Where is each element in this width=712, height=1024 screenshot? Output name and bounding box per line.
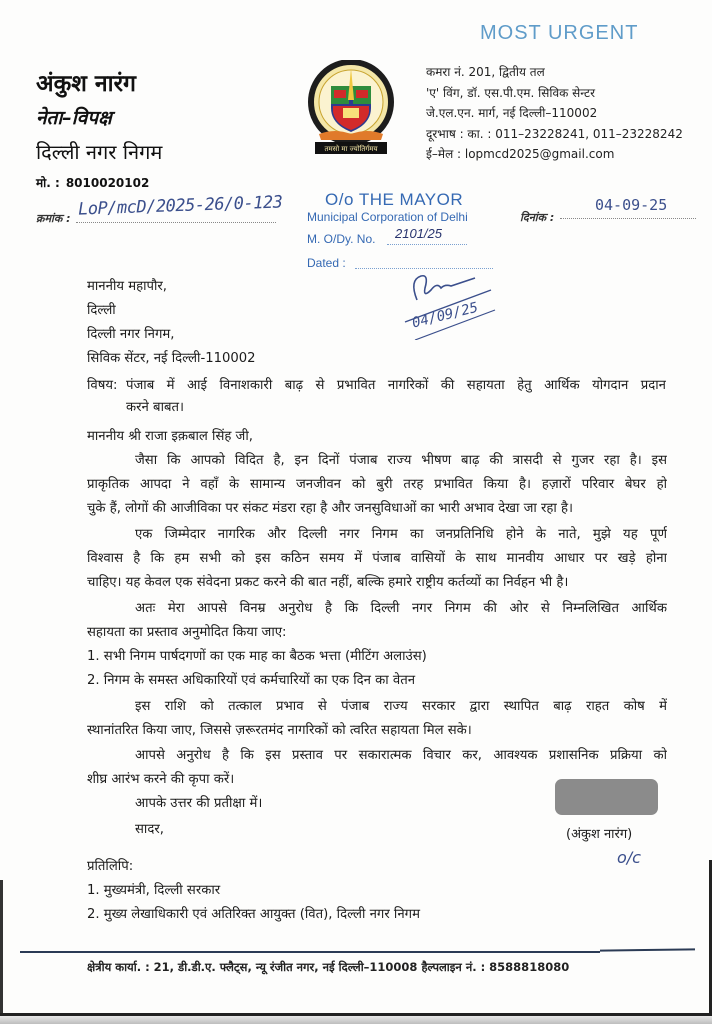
scan-background xyxy=(0,1016,712,1024)
subject-line: पंजाब में आई विनाशकारी बाढ़ से प्रभावित नागरिकों की सहायता हेतु आर्थिक योगदान प्रदान xyxy=(126,378,666,393)
email-line: ई–मेल : lopmcd2025@gmail.com xyxy=(426,147,615,161)
mcd-emblem-logo xyxy=(305,60,397,160)
subject-label: विषय: xyxy=(87,378,118,393)
addressee-line: माननीय महापौर, xyxy=(87,279,167,294)
paragraph-line: सहायता का प्रस्ताव अनुमोदित किया जाए: xyxy=(87,625,287,640)
address-line: 'ए' विंग, डॉ. एस.पी.एम. सिविक सेन्टर xyxy=(426,85,595,100)
date-label: दिनांक : xyxy=(520,211,555,224)
footer-divider xyxy=(20,951,600,953)
salutation: माननीय श्री राजा इक़बाल सिंह जी, xyxy=(87,429,253,444)
phone-line: दूरभाष : का. : 011–23228241, 011–23228242 xyxy=(426,126,683,141)
most-urgent-label: MOST URGENT xyxy=(480,22,639,44)
footer-regional-office: क्षेत्रीय कार्या. : 21, डी.डी.ए. फ्लैट्स, न्यू रंजीत नगर, नई दिल्ली–110008 हैल्पलाइन नं. : 8588818080 xyxy=(87,960,570,974)
list-item: 2. निगम के समस्त अधिकारियों एवं कर्मचारियों का एक दिन का वेतन xyxy=(87,673,416,688)
paragraph-line: शीघ्र आरंभ करने की कृपा करें। xyxy=(87,772,235,787)
stamp-dated-label: Dated : xyxy=(307,256,346,270)
stamp-dated-dots xyxy=(355,268,493,269)
handwritten-note: o/c xyxy=(617,848,641,867)
sender-role: नेता–विपक्ष xyxy=(36,107,112,129)
paragraph-line: चाहिए। यह केवल एक संवेदना प्रकट करने की बात नहीं, बल्कि हमारे राष्ट्रीय कर्तव्यों का निर्वहन भी है। xyxy=(87,575,569,590)
sender-mobile xyxy=(36,174,149,191)
redacted-signature xyxy=(555,779,658,815)
addressee-line: दिल्ली नगर निगम, xyxy=(87,327,175,342)
date-handwritten: 04-09-25 xyxy=(595,196,668,214)
subject-line: करने बाबत। xyxy=(126,400,185,415)
initials-scribble-icon xyxy=(395,270,505,340)
sender-name: अंकुश नारंग xyxy=(36,71,136,97)
list-item: 1. सभी निगम पार्षदगणों का एक माह का बैठक भत्ता (मीटिंग अलाउंस) xyxy=(87,649,427,664)
paragraph-line: चुके हैं, लोगों की आजीविका पर संकट मंडरा रहा है और जनसुविधाओं का भारी अभाव देखा जा रहा है। xyxy=(87,501,574,516)
receipt-initials-signature xyxy=(395,270,505,340)
closing-line: आपके उत्तर की प्रतीक्षा में। xyxy=(135,796,263,811)
copy-to-item: 2. मुख्य लेखाधिकारी एवं अतिरिक्त आयुक्त (वित), दिल्ली नगर निगम xyxy=(87,907,420,922)
emblem-motto: तमसो मा ज्योतिर्गमय xyxy=(324,145,378,153)
emblem-icon xyxy=(305,60,397,160)
office-address xyxy=(426,62,683,165)
stamp-diary-label: M. O/Dy. No. xyxy=(307,232,376,246)
paragraph-line: प्राकृतिक आपदा ने वहाँ के सामान्य जनजीवन को बुरी तरह प्रभावित किया है। हज़ारों परिवार बेघर हो xyxy=(87,477,667,492)
reference-dotted-line xyxy=(76,222,276,223)
closing-regards: सादर, xyxy=(135,822,164,837)
address-line: जे.एल.एन. मार्ग, नई दिल्ली–110002 xyxy=(426,106,598,120)
signatory-name: (अंकुश नारंग) xyxy=(566,827,633,842)
date-dotted-line xyxy=(560,218,696,219)
paragraph-line: इस राशि को तत्काल प्रभाव से पंजाब राज्य सरकार द्वारा स्थापित बाढ़ राहत कोष में xyxy=(135,699,667,714)
paragraph-line: अतः मेरा आपसे विनम्र अनुरोध है कि दिल्ली नगर निगम की ओर से निम्नलिखित आर्थिक xyxy=(135,601,667,616)
footer-divider xyxy=(600,948,695,951)
reference-number-handwritten: LoP/mcD/2025-26/0-123 xyxy=(77,192,283,220)
copy-to-item: 1. मुख्यमंत्री, दिल्ली सरकार xyxy=(87,883,221,898)
paper-edge-left xyxy=(0,880,3,1020)
reference-label: क्रमांक : xyxy=(36,212,71,225)
initials-date: 04/09/25 xyxy=(410,299,480,332)
stamp-organization: Municipal Corporation of Delhi xyxy=(307,210,468,224)
sender-organization: दिल्ली नगर निगम xyxy=(36,140,163,164)
copy-to-label: प्रतिलिपि: xyxy=(87,859,134,874)
addressee-line: दिल्ली xyxy=(87,303,116,318)
paragraph-line: स्थानांतरित किया जाए, जिससे ज़रूरतमंद नागरिकों को त्वरित सहायता मिल सके। xyxy=(87,723,472,738)
mobile-value: 8010020102 xyxy=(65,176,150,190)
mobile-label: मो. : xyxy=(36,176,60,190)
address-line: कमरा नं. 201, द्वितीय तल xyxy=(426,65,545,79)
paragraph-line: जैसा कि आपको विदित है, इन दिनों पंजाब राज्य भीषण बाढ़ की त्रासदी से गुजर रहा है। इस xyxy=(135,453,667,468)
stamp-office-title: O/o THE MAYOR xyxy=(325,190,464,209)
stamp-diary-number: 2101/25 xyxy=(395,226,442,241)
paragraph-line: विश्वास है कि हम सभी को इस कठिन समय में पंजाब वासियों के साथ मानवीय आधार पर खड़े होना xyxy=(87,551,667,566)
addressee-line: सिविक सेंटर, नई दिल्ली-110002 xyxy=(87,351,256,366)
paragraph-line: आपसे अनुरोध है कि इस प्रस्ताव पर सकारात्मक विचार कर, आवश्यक प्रशासनिक प्रक्रिया को xyxy=(135,748,667,763)
stamp-diary-dots xyxy=(387,244,467,245)
paragraph-line: एक जिम्मेदार नागरिक और दिल्ली नगर निगम का जनप्रतिनिधि होने के नाते, मुझे यह पूर्ण xyxy=(135,527,667,542)
